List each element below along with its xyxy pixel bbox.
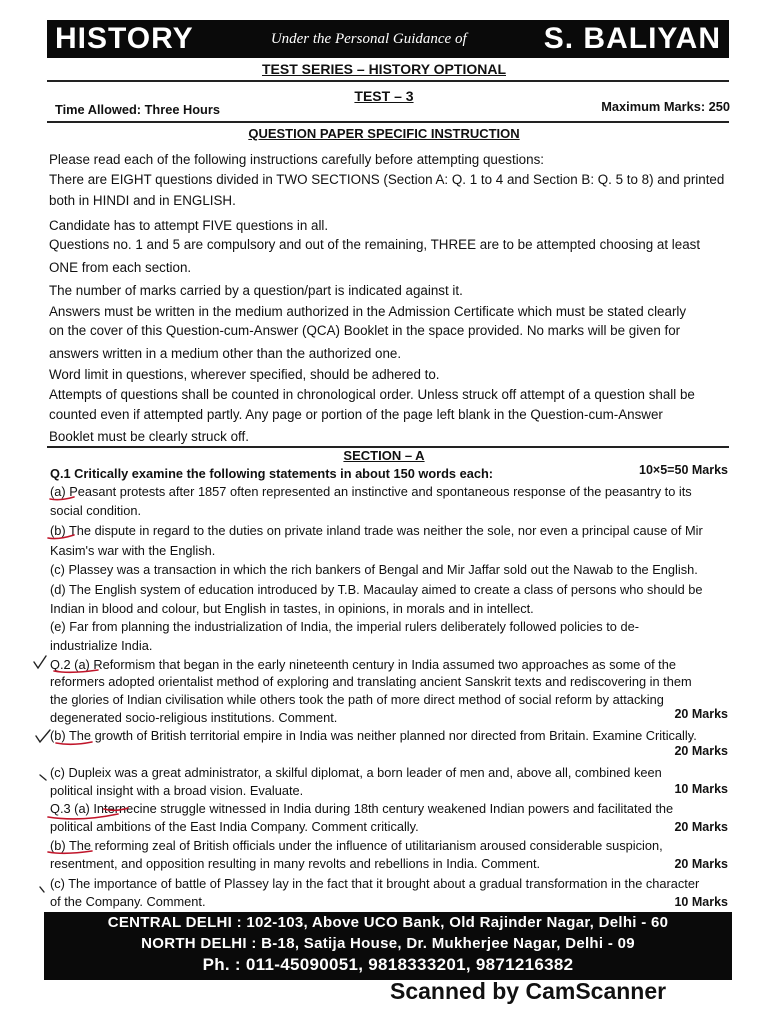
question-line: resentment, and opposition resulting in many revolts and rebellions in India. Comment. (50, 856, 541, 871)
instruction-line: Answers must be written in the medium authorized in the Admission Certificate which must be stated clearly (49, 304, 687, 319)
red-underline (48, 851, 92, 853)
question-line: (b) The dispute in regard to the duties on private inland trade was neither the sole, nor even a principal cause of Mir (50, 523, 703, 538)
instruction-line: The number of marks carried by a question/part is indicated against it. (49, 283, 463, 298)
instruction-line: Attempts of questions shall be counted in chronological order. Unless struck off attempt of a question shall be (49, 387, 695, 402)
time-allowed: Time Allowed: Three Hours (55, 102, 220, 117)
question-line: (c) The importance of battle of Plassey lay in the fact that it brought about a gradual transformation in the character (50, 876, 700, 891)
section-heading: SECTION – A (343, 448, 425, 463)
phone-numbers: Ph. : 011-45090051, 9818333201, 9871216382 (202, 955, 574, 974)
instruction-line: ONE from each section. (49, 260, 192, 275)
instruction-line: counted even if attempted partly. Any page or portion of the page left blank in the Question-cum-Answer (49, 407, 663, 422)
marks-label: 20 Marks (674, 857, 728, 871)
check-mark (34, 656, 46, 668)
question-line: (c) Plassey was a transaction in which the rich bankers of Bengal and Mir Jaffar sold out the Nawab to the English. (50, 562, 698, 577)
question-line: industrialize India. (50, 638, 153, 653)
check-mark (40, 887, 44, 892)
address-footer (44, 912, 732, 980)
question-line: political insight with a broad vision. Evaluate. (50, 783, 304, 798)
instruction-line: Word limit in questions, wherever specified, should be adhered to. (49, 367, 440, 382)
north-delhi-address: NORTH DELHI : B-18, Satija House, Dr. Mukherjee Nagar, Delhi - 09 (141, 935, 635, 952)
instruction-line: answers written in a medium other than the authorized one. (49, 346, 402, 361)
question-line: social condition. (50, 503, 142, 518)
instruction-line: Candidate has to attempt FIVE questions in all. (49, 218, 329, 233)
question-1-title: Q.1 Critically examine the following statements in about 150 words each: (50, 466, 494, 481)
question-line: of the Company. Comment. (50, 894, 206, 909)
marks-label: 20 Marks (674, 744, 728, 758)
marks-label: 10 Marks (674, 895, 728, 909)
marks-label: 20 Marks (674, 707, 728, 721)
instruction-line: There are EIGHT questions divided in TWO SECTIONS (Section A: Q. 1 to 4 and Section B: Q. 5 to 8) and printed (49, 172, 725, 187)
question-line: Indian in blood and colour, but English in tastes, in opinions, in morals and in intellect. (50, 601, 534, 616)
marks-label: 20 Marks (674, 820, 728, 834)
question-line: Q.3 (a) Internecine struggle witnessed in India during 18th century weakened Indian powers and facilitated the (50, 801, 674, 816)
instruction-title: QUESTION PAPER SPECIFIC INSTRUCTION (248, 126, 520, 141)
red-underline (48, 535, 74, 539)
instruction-line: on the cover of this Question-cum-Answer (QCA) Booklet in the space provided. No marks will be given for (49, 323, 681, 338)
red-underline (48, 808, 128, 819)
question-line: (b) The growth of British territorial empire in India was neither planned nor directed from Britain. Examine Critically. (50, 728, 697, 743)
red-underline (54, 670, 98, 672)
maximum-marks: Maximum Marks: 250 (601, 99, 730, 114)
series-title: TEST SERIES – HISTORY OPTIONAL (261, 61, 506, 77)
instruction-line: both in HINDI and in ENGLISH. (49, 193, 236, 208)
question-line: political ambitions of the East India Company. Comment critically. (50, 819, 419, 834)
question-line: degenerated socio-religious institutions. Comment. (50, 710, 338, 725)
scanner-watermark: Scanned by CamScanner (390, 978, 667, 1004)
brand-left: HISTORY (55, 22, 194, 55)
question-1-marks: 10×5=50 Marks (639, 463, 728, 477)
question-line: Kasim's war with the English. (50, 543, 216, 558)
question-line: (e) Far from planning the industrialization of India, the imperial rulers deliberately followed policies to de- (50, 619, 639, 634)
check-mark (36, 730, 50, 742)
brand-right: S. BALIYAN (543, 22, 721, 55)
central-delhi-address: CENTRAL DELHI : 102-103, Above UCO Bank, Old Rajinder Nagar, Delhi - 60 (107, 914, 669, 931)
question-line: (a) Peasant protests after 1857 often represented an instinctive and spontaneous response of the peasantry to its (50, 484, 692, 499)
question-line: Q.2 (a) Reformism that began in the early nineteenth century in India assumed two approaches as some of the (50, 657, 676, 672)
question-line: (b) The reforming zeal of British officials under the influence of utilitarianism aroused considerable suspicion, (50, 838, 663, 853)
instruction-line: Booklet must be clearly struck off. (49, 429, 249, 444)
red-underline (56, 742, 92, 744)
tagline: Under the Personal Guidance of (270, 30, 467, 47)
check-mark (40, 775, 46, 780)
marks-label: 10 Marks (674, 782, 728, 796)
question-line: (c) Dupleix was a great administrator, a skilful diplomat, a born leader of men and, above all, combined keen (50, 765, 662, 780)
test-number: TEST – 3 (354, 88, 414, 104)
instruction-line: Questions no. 1 and 5 are compulsory and out of the remaining, THREE are to be attempted choosing at least (49, 237, 701, 252)
question-line: (d) The English system of education introduced by T.B. Macaulay aimed to create a class of persons who should be (50, 582, 703, 597)
question-line: the glories of Indian civilisation while others took the path of more direct method of social reform by attacking (50, 692, 664, 707)
question-line: reformers adopted orientalist method of exploring and translating ancient Sanskrit texts and rediscovering in them (50, 674, 692, 689)
instruction-line: Please read each of the following instructions carefully before attempting questions: (49, 152, 544, 167)
red-underline (50, 497, 74, 500)
